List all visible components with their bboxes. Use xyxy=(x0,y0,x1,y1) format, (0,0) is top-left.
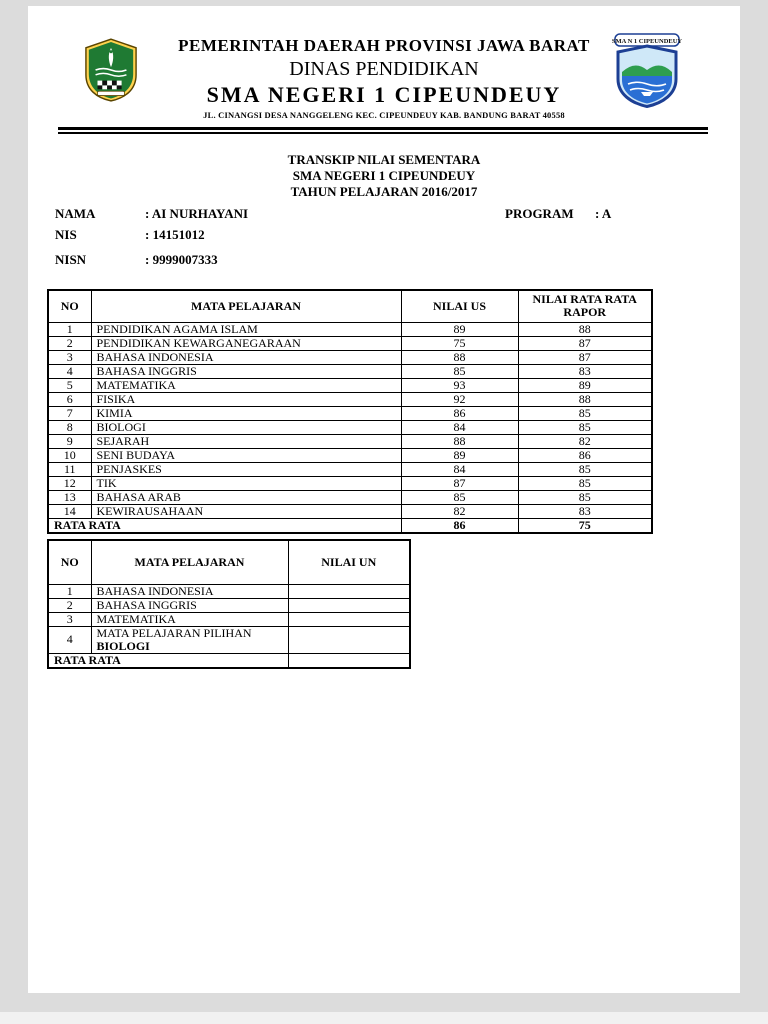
footer-label: RATA RATA xyxy=(48,653,288,668)
cell-nilai-rata: 83 xyxy=(518,364,652,378)
footer-nilai-un xyxy=(288,653,410,668)
table-row xyxy=(48,434,652,448)
table-row xyxy=(48,336,652,350)
cell-no: 13 xyxy=(48,490,91,504)
cell-nilai-un xyxy=(288,598,410,612)
viewer-bottom-gap xyxy=(0,1012,768,1024)
table-row xyxy=(48,420,652,434)
table-row xyxy=(48,448,652,462)
cell-no: 6 xyxy=(48,392,91,406)
school-crest-text: SMA N 1 CIPEUNDEUY xyxy=(611,38,683,45)
cell-nilai-us: 89 xyxy=(401,448,518,462)
cell-nilai-rata: 85 xyxy=(518,420,652,434)
table-row xyxy=(48,406,652,420)
cell-mapel: MATA PELAJARAN PILIHAN BIOLOGI xyxy=(91,626,288,653)
cell-no: 7 xyxy=(48,406,91,420)
table-row xyxy=(48,612,410,626)
table-row xyxy=(48,598,410,612)
nis-label: NIS xyxy=(55,227,77,242)
cell-nilai-rata: 85 xyxy=(518,462,652,476)
cell-no: 3 xyxy=(48,350,91,364)
cell-nilai-us: 85 xyxy=(401,490,518,504)
document-title xyxy=(28,152,740,200)
table-row xyxy=(48,350,652,364)
cell-nilai-rata: 87 xyxy=(518,336,652,350)
cell-nilai-un xyxy=(288,612,410,626)
col-header-no: NO xyxy=(48,540,91,584)
cell-no: 2 xyxy=(48,336,91,350)
cell-mapel: PENDIDIKAN KEWARGANEGARAAN xyxy=(91,336,401,350)
cell-nilai-us: 85 xyxy=(401,364,518,378)
cell-mapel: BAHASA ARAB xyxy=(91,490,401,504)
cell-nilai-rata: 82 xyxy=(518,434,652,448)
un-table-body xyxy=(48,584,410,653)
cell-no: 5 xyxy=(48,378,91,392)
table-footer-row xyxy=(48,518,652,533)
table-row xyxy=(48,584,410,598)
cell-mapel: BAHASA INGGRIS xyxy=(91,598,288,612)
nisn-label: NISN xyxy=(55,252,87,267)
cell-nilai-us: 88 xyxy=(401,434,518,448)
table-header-row xyxy=(48,540,410,584)
cell-no: 4 xyxy=(48,364,91,378)
un-grades-table xyxy=(47,539,409,669)
cell-nilai-rata: 86 xyxy=(518,448,652,462)
col-header-mapel: MATA PELAJARAN xyxy=(91,290,401,322)
cell-mapel: BAHASA INDONESIA xyxy=(91,584,288,598)
cell-no: 4 xyxy=(48,626,91,653)
cell-nilai-us: 87 xyxy=(401,476,518,490)
cell-no: 1 xyxy=(48,322,91,336)
cell-nilai-rata: 88 xyxy=(518,392,652,406)
cell-nilai-rata: 85 xyxy=(518,476,652,490)
cell-no: 3 xyxy=(48,612,91,626)
table-row xyxy=(48,504,652,518)
nama-label: NAMA xyxy=(55,206,96,221)
doc-title-line2: SMA NEGERI 1 CIPEUNDEUY xyxy=(292,168,476,183)
cell-mapel: SENI BUDAYA xyxy=(91,448,401,462)
cell-mapel: PENDIDIKAN AGAMA ISLAM xyxy=(91,322,401,336)
footer-label: RATA RATA xyxy=(48,518,401,533)
table-row xyxy=(48,490,652,504)
cell-mapel: FISIKA xyxy=(91,392,401,406)
cell-mapel: KIMIA xyxy=(91,406,401,420)
letterhead-line2: DINAS PENDIDIKAN xyxy=(289,58,479,80)
cell-mapel-line2: BIOLOGI xyxy=(96,638,150,653)
footer-nilai-rata: 75 xyxy=(518,518,652,533)
cell-nilai-rata: 85 xyxy=(518,406,652,420)
cell-nilai-rata: 87 xyxy=(518,350,652,364)
cell-mapel: BAHASA INGGRIS xyxy=(91,364,401,378)
col-header-mapel: MATA PELAJARAN xyxy=(91,540,288,584)
cell-no: 2 xyxy=(48,598,91,612)
cell-nilai-us: 84 xyxy=(401,420,518,434)
nama-value: : AI NURHAYANI xyxy=(145,206,249,221)
us-table-body xyxy=(48,322,652,518)
table-row xyxy=(48,462,652,476)
table-footer-row xyxy=(48,653,410,668)
cell-nilai-rata: 85 xyxy=(518,490,652,504)
cell-nilai-un xyxy=(288,626,410,653)
us-grades-table xyxy=(47,289,651,534)
col-header-nilai-un: NILAI UN xyxy=(288,540,410,584)
cell-nilai-us: 84 xyxy=(401,462,518,476)
cell-nilai-us: 86 xyxy=(401,406,518,420)
cell-no: 1 xyxy=(48,584,91,598)
cell-nilai-us: 88 xyxy=(401,350,518,364)
letterhead-address: JL. CINANGSI DESA NANGGELENG KEC. CIPEUNDEUY KAB. BANDUNG BARAT 40558 xyxy=(203,110,565,120)
cell-nilai-us: 92 xyxy=(401,392,518,406)
cell-no: 10 xyxy=(48,448,91,462)
cell-mapel: KEWIRAUSAHAAN xyxy=(91,504,401,518)
cell-no: 8 xyxy=(48,420,91,434)
cell-nilai-rata: 89 xyxy=(518,378,652,392)
letterhead-divider xyxy=(58,127,708,134)
cell-mapel: BAHASA INDONESIA xyxy=(91,350,401,364)
table-row xyxy=(48,322,652,336)
program-label: PROGRAM xyxy=(505,206,574,221)
cell-mapel: MATEMATIKA xyxy=(91,378,401,392)
table-row xyxy=(48,626,410,653)
cell-no: 14 xyxy=(48,504,91,518)
document-page xyxy=(28,6,740,993)
program-value: : A xyxy=(595,206,612,221)
table-header-row xyxy=(48,290,652,322)
cell-nilai-un xyxy=(288,584,410,598)
cell-nilai-us: 75 xyxy=(401,336,518,350)
cell-nilai-us: 93 xyxy=(401,378,518,392)
col-header-no: NO xyxy=(48,290,91,322)
table-row xyxy=(48,476,652,490)
school-crest-icon xyxy=(610,32,684,108)
cell-no: 9 xyxy=(48,434,91,448)
cell-mapel: PENJASKES xyxy=(91,462,401,476)
doc-title-line3: TAHUN PELAJARAN 2016/2017 xyxy=(290,184,478,199)
col-header-nilai-rata: NILAI RATA RATA RAPOR xyxy=(518,290,652,322)
footer-nilai-us: 86 xyxy=(401,518,518,533)
cell-mapel: SEJARAH xyxy=(91,434,401,448)
nisn-value: : 9999007333 xyxy=(145,252,218,267)
cell-nilai-us: 82 xyxy=(401,504,518,518)
table-row xyxy=(48,378,652,392)
cell-mapel: MATEMATIKA xyxy=(91,612,288,626)
letterhead-line3: SMA NEGERI 1 CIPEUNDEUY xyxy=(206,82,562,107)
cell-mapel: TIK xyxy=(91,476,401,490)
table-row xyxy=(48,364,652,378)
cell-no: 12 xyxy=(48,476,91,490)
letterhead-line1: PEMERINTAH DAERAH PROVINSI JAWA BARAT xyxy=(178,36,590,55)
col-header-nilai-us: NILAI US xyxy=(401,290,518,322)
cell-nilai-rata: 88 xyxy=(518,322,652,336)
table-row xyxy=(48,392,652,406)
doc-title-line1: TRANSKIP NILAI SEMENTARA xyxy=(287,152,481,167)
cell-nilai-us: 89 xyxy=(401,322,518,336)
cell-nilai-rata: 83 xyxy=(518,504,652,518)
cell-mapel: BIOLOGI xyxy=(91,420,401,434)
nis-value: : 14151012 xyxy=(145,227,205,242)
cell-no: 11 xyxy=(48,462,91,476)
